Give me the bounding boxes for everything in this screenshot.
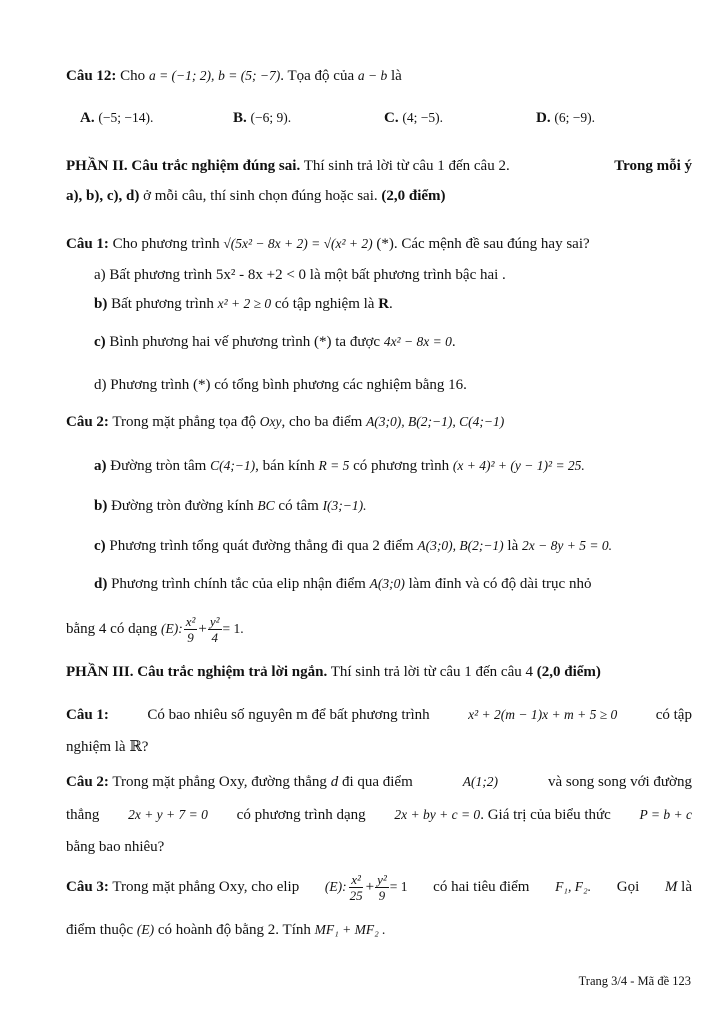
p3q2-stem-line2: thẳng 2x + y + 7 = 0 có phương trình dạng 2x + by + c = 0. Giá trị của biểu thức P = b + c (66, 807, 692, 823)
q12-text: Cho (120, 68, 146, 84)
p2q1-statement-b: b) Bất phương trình x² + 2 ≥ 0 có tập nghiệm là R. (94, 296, 393, 312)
p3q1-stem: Câu 1: Có bao nhiêu số nguyên m để bất phương trình x² + 2(m − 1)x + m + 5 ≥ 0 có tập (66, 707, 692, 723)
part3-header: PHẦN III. Câu trắc nghiệm trả lời ngắn. Thí sinh trả lời từ câu 1 đến câu 4 (2,0 điểm) (66, 664, 601, 680)
page-footer: Trang 3/4 - Mã đề 123 (578, 974, 691, 988)
p2q2-statement-c: c) Phương trình tổng quát đường thẳng đi qua 2 điểm A(3;0), B(2;−1) là 2x − 8y + 5 = 0. (94, 538, 612, 554)
q12-stem (66, 66, 402, 86)
p2q1-equation: √(5x² − 8x + 2) = √(x² + 2) (223, 236, 373, 251)
p2q2-statement-a: a) Đường tròn tâm C(4;−1), bán kính R = 5 có phương trình (x + 4)² + (y − 1)² = 25. (94, 458, 585, 474)
q12-option-c[interactable]: C. (4; −5). (384, 110, 443, 126)
p3q2-stem-line3: bằng bao nhiêu? (66, 839, 165, 855)
p3q3-stem: Câu 3: Trong mặt phẳng Oxy, cho elip (E): $\frac{\text{x²}}{25}$ + $\frac{\text{y²}}{9}$ = 1 có hai tiêu điểm F₁, F₂. Gọi M là (66, 872, 692, 904)
p2q2-statement-d: d) Phương trình chính tắc của elip nhận điểm A(3;0) làm đỉnh và có độ dài trục nhỏ (94, 576, 592, 592)
part2-header: PHẦN II. Câu trắc nghiệm đúng sai. Thí sinh trả lời từ câu 1 đến câu 2. Trong mỗi ý (66, 158, 692, 174)
p2q1-label: Câu 1: (66, 236, 109, 252)
p3q1-inequality: x² + 2(m − 1)x + m + 5 ≥ 0 (468, 707, 618, 722)
p2q1-statement-d: d) Phương trình (*) có tổng bình phương các nghiệm bằng 16. (94, 377, 467, 393)
q12-text-b: . Tọa độ của (280, 68, 355, 84)
part2-title: PHẦN II. Câu trắc nghiệm đúng sai. (66, 158, 301, 174)
q12-expression: a − b (357, 68, 388, 83)
q12-vector-b: b = (5; −7) (218, 68, 281, 83)
p2q1-statement-a: a) Bất phương trình 5x² - 8x +2 < 0 là một bất phương trình bậc hai . (94, 267, 506, 283)
p2q1-statement-c: c) Bình phương hai vế phương trình (*) ta được 4x² − 8x = 0. (94, 334, 456, 350)
part3-title: PHẦN III. Câu trắc nghiệm trả lời ngắn. (66, 664, 328, 680)
p3q1-stem-cont: nghiệm là ℝ? (66, 739, 149, 755)
q12-label: Câu 12: (66, 68, 117, 84)
p2q2-statement-d-cont: bằng 4 có dạng (E): $\frac{\text{x²}}{9}$ + $\frac{\text{y²}}{4}$ = 1. (66, 614, 244, 646)
q12-option-d[interactable]: D. (6; −9). (536, 110, 595, 126)
q12-options (80, 110, 640, 132)
p3q3-stem-line2: điểm thuộc (E) có hoành độ bằng 2. Tính MF₁ + MF₂ . (66, 922, 386, 938)
p2q2-statement-b: b) Đường tròn đường kính BC có tâm I(3;−1). (94, 498, 367, 514)
p2q2-points: A(3;0), B(2;−1), C(4;−1) (366, 414, 505, 429)
q12-option-a[interactable]: A. (−5; −14). (80, 110, 154, 126)
p2q2-stem: Câu 2: Trong mặt phẳng tọa độ Oxy, cho ba điểm A(3;0), B(2;−1), C(4;−1) (66, 414, 505, 430)
q12-option-b[interactable]: B. (−6; 9). (233, 110, 292, 126)
q12-vector-a: a = (−1; 2), (148, 68, 215, 83)
q12-text-c: là (391, 68, 402, 84)
p2q1-stem: Câu 1: Cho phương trình √(5x² − 8x + 2) = √(x² + 2) (*). Các mệnh đề sau đúng hay sai? (66, 236, 590, 252)
part2-instructions: a), b), c), d) ở mỗi câu, thí sinh chọn đúng hoặc sai. (2,0 điểm) (66, 188, 446, 204)
p3q2-stem: Câu 2: Trong mặt phẳng Oxy, đường thẳng d đi qua điểm A(1;2) và song song với đường (66, 774, 692, 790)
